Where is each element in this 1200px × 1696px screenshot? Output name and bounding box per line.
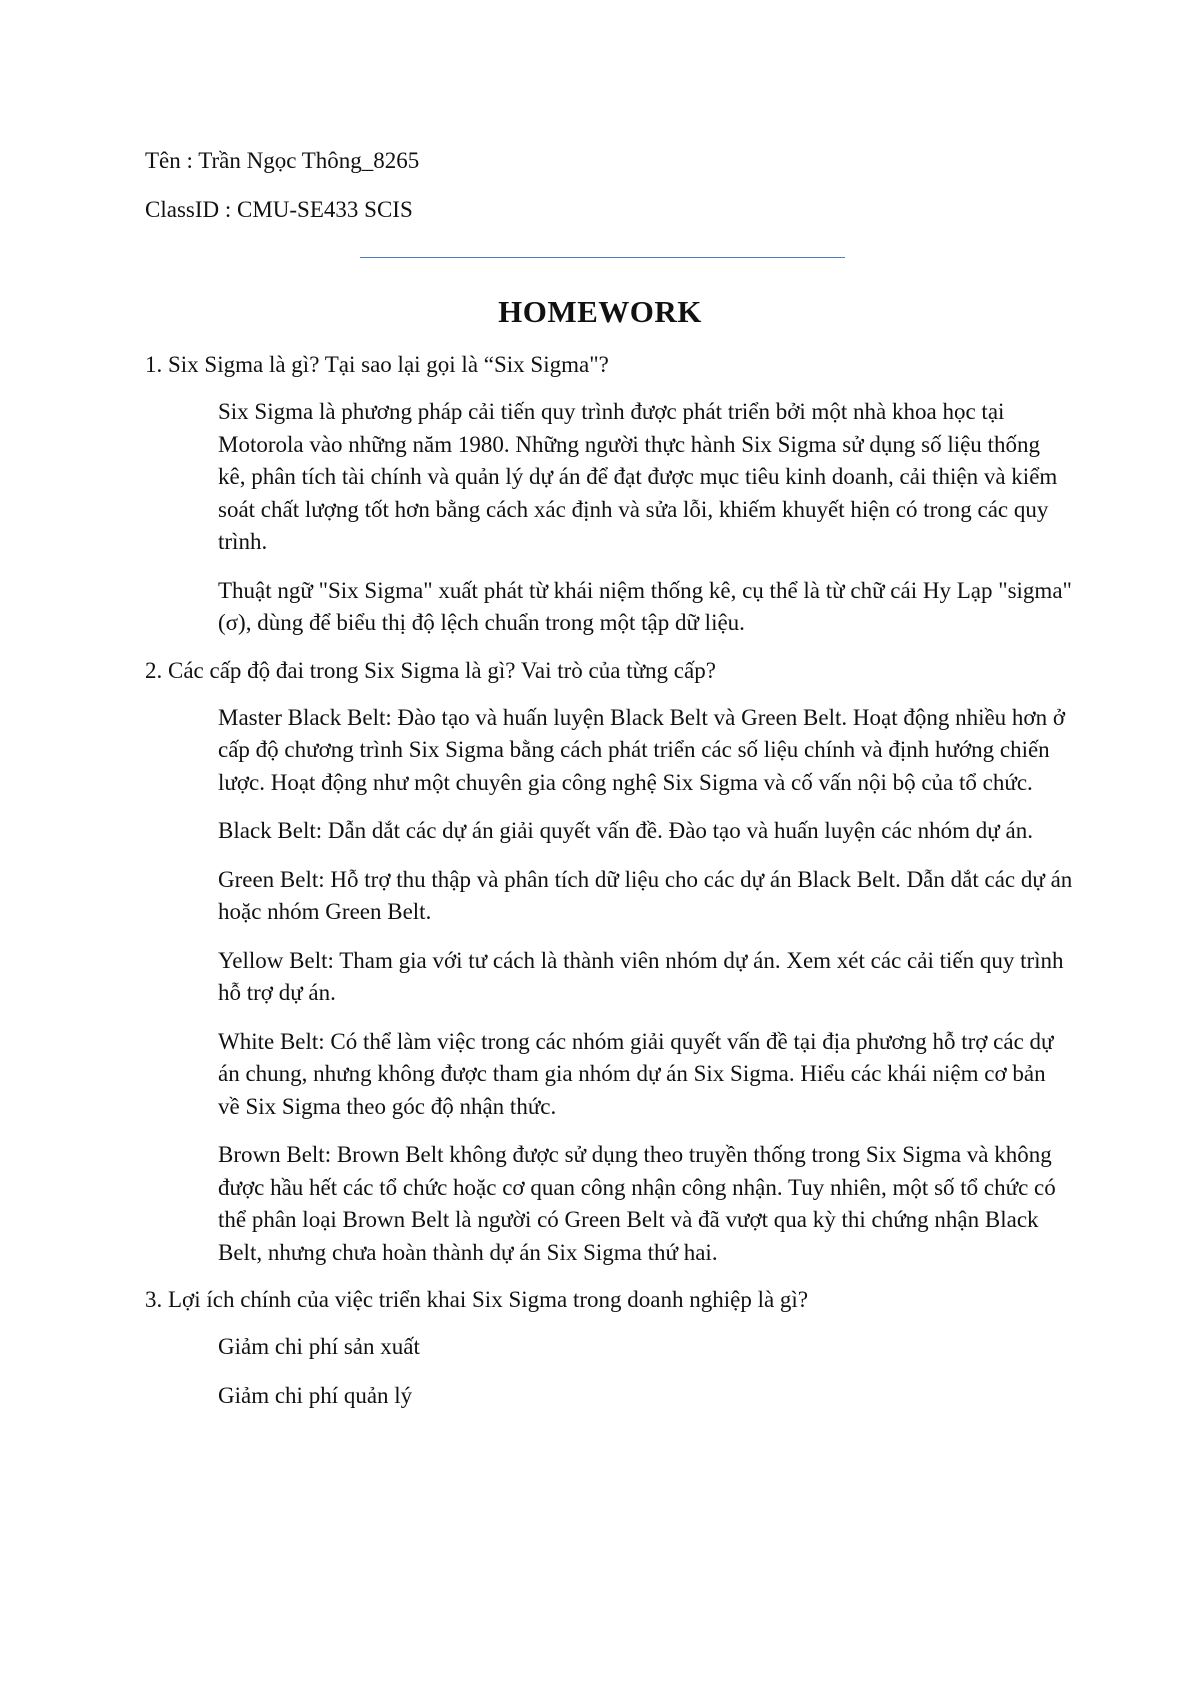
answer-paragraph: Thuật ngữ "Six Sigma" xuất phát từ khái niệm thống kê, cụ thể là từ chữ cái Hy Lạp "sigma" (σ), dùng để biểu thị độ lệch chuẩn trong một tập dữ liệu. [218, 577, 1072, 635]
belt-yellow: Yellow Belt: Tham gia với tư cách là thành viên nhóm dự án. Xem xét các cải tiến quy trình hỗ trợ dự án. [218, 947, 1064, 1005]
question-2: 2. Các cấp độ đai trong Six Sigma là gì? Vai trò của từng cấp? [145, 657, 716, 683]
document-body [145, 350, 1075, 1428]
answer-paragraph: Six Sigma là phương pháp cải tiến quy trình được phát triển bởi một nhà khoa học tại Motorola vào những năm 1980. Những người thực hành Six Sigma sử dụng số liệu thống kê, phân tích tài chính và quản lý dự án để đạt được mục tiêu kinh doanh, cải thiện và kiểm soát chất lượng tốt hơn bằng cách xác định và sửa lỗi, khiếm khuyết hiện có trong các quy trình. [218, 399, 1058, 554]
question-3: 3. Lợi ích chính của việc triển khai Six Sigma trong doanh nghiệp là gì? [145, 1287, 809, 1312]
header-divider [360, 257, 845, 258]
class-id-line: ClassID : CMU-SE433 SCIS [145, 197, 413, 222]
belt-black: Black Belt: Dẫn dắt các dự án giải quyết vấn đề. Đào tạo và huấn luyện các nhóm dự án. [218, 818, 1033, 843]
student-name-line: Tên : Trần Ngọc Thông_8265 [145, 148, 420, 173]
belt-brown: Brown Belt: Brown Belt không được sử dụng theo truyền thống trong Six Sigma và không được hầu hết các tổ chức hoặc cơ quan công nhận công nhận. Tuy nhiên, một số tổ chức có thể phân loại Brown Belt là người có Green Belt và đã vượt qua kỳ thi chứng nhận Black Belt, nhưng chưa hoàn thành dự án Six Sigma thứ hai. [218, 1142, 1056, 1265]
document-title: HOMEWORK [498, 294, 702, 329]
benefit-item: Giảm chi phí sản xuất [218, 1334, 420, 1359]
belt-white: White Belt: Có thể làm việc trong các nhóm giải quyết vấn đề tại địa phương hỗ trợ các dự án chung, nhưng không được tham gia nhóm dự án Six Sigma. Hiểu các khái niệm cơ bản về Six Sigma theo góc độ nhận thức. [218, 1028, 1054, 1119]
benefit-item: Giảm chi phí quản lý [218, 1382, 413, 1408]
question-1: 1. Six Sigma là gì? Tại sao lại gọi là “Six Sigma"? [145, 352, 609, 377]
belt-green: Green Belt: Hỗ trợ thu thập và phân tích dữ liệu cho các dự án Black Belt. Dẫn dắt các dự án hoặc nhóm Green Belt. [218, 866, 1073, 924]
belt-master-black: Master Black Belt: Đào tạo và huấn luyện Black Belt và Green Belt. Hoạt động nhiều hơn ở cấp độ chương trình Six Sigma bằng cách phát triển các số liệu chính và định hướng chiến lược. Hoạt động như một chuyên gia công nghệ Six Sigma và cố vấn nội bộ của tổ chức. [218, 704, 1066, 795]
